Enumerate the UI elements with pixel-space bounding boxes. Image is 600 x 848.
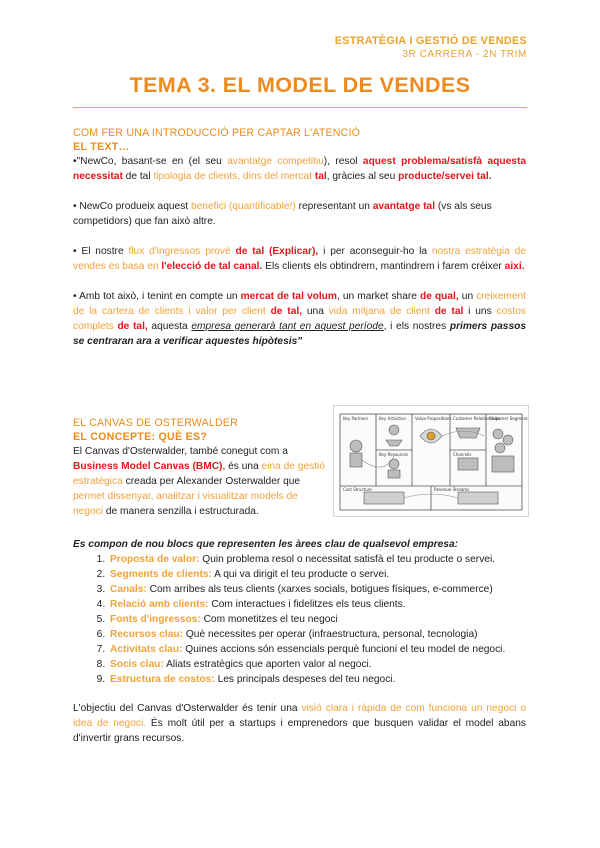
- figure-label-key-activities: Key Activities: [379, 416, 406, 421]
- section-blocks: [73, 537, 526, 746]
- paragraph-canvas-definition: El Canvas d'Osterwalder, també conegut com a Business Model Canvas (BMC), és una eina de gestió estratègica creada per Alexander Osterwalder que permet dissenyar, analitzar i visualitzar models de negoci de manera senzilla i estructurada.: [73, 446, 325, 517]
- page-header: [335, 34, 527, 62]
- page-title: TEMA 3. EL MODEL DE VENDES: [129, 73, 471, 97]
- figure-label-channels: Channels: [453, 452, 472, 457]
- business-model-canvas-figure: [333, 405, 529, 517]
- section-subheading-concept: EL CONCEPTE: QUÈ ES?: [73, 431, 208, 443]
- figure-label-value-propositions: Value Propositions: [415, 416, 452, 421]
- blocks-intro: Es compon de nou blocs que representen les àrees clau de qualsevol empresa:: [73, 539, 458, 550]
- list-item: 1. Proposta de valor: Quin problema resol o necessitat satisfà el teu producte o servei.: [108, 552, 526, 567]
- section-heading-canvas: EL CANVAS DE OSTERWALDER: [73, 417, 238, 429]
- list-item: 3. Canals: Com arribes als teus clients (xarxes socials, botigues físiques, e-commerce): [108, 582, 526, 597]
- section-canvas: [73, 416, 328, 519]
- section-subheading-text: EL TEXT…: [73, 141, 130, 153]
- figure-label-revenue-streams: Revenue Streams: [434, 487, 470, 492]
- course-name: ESTRATÈGIA I GESTIÓ DE VENDES: [334, 35, 527, 47]
- canvas-illustration: [334, 406, 528, 516]
- figure-label-key-partners: Key Partners: [343, 416, 369, 421]
- title-divider: [73, 107, 527, 108]
- course-term: 3R CARRERA - 2N TRIM: [402, 49, 527, 60]
- paragraph-canvas-objective: L'objectiu del Canvas d'Osterwalder és tenir una visió clara i ràpida de com funciona un negoci o idea de negoci. És molt útil per a startups i emprenedors que busquen validar el model abans d'invertir grans recursos.: [73, 703, 526, 744]
- figure-label-cost-structure: Cost Structure: [343, 487, 372, 492]
- figure-label-customer-relationships: Customer Relationships: [453, 416, 501, 421]
- list-item: 5. Fonts d'ingressos: Com monetitzes el teu negoci: [108, 612, 526, 627]
- figure-label-key-resources: Key Resources: [379, 452, 408, 457]
- list-item: 6. Recursos clau: Què necessites per operar (infraestructura, personal, tecnologia): [108, 627, 526, 642]
- list-item: 4. Relació amb clients: Com interactues i fidelitzes els teus clients.: [108, 597, 526, 612]
- blocks-list: [73, 552, 526, 687]
- paragraph-newco-2: • NewCo produeix aquest benefici (quantificable!) representant un avantatge tal (vs als seus competidors) que fan això altre.: [73, 201, 492, 227]
- paragraph-revenue: • El nostre flux d'ingressos prové de tal (Explicar), i per aconseguir-ho la nostra estratègia de vendes es basa en l'elecció de tal canal. Els clients els obtindrem, mantindrem i farem créixer així.: [73, 246, 526, 272]
- section-intro: [73, 126, 526, 349]
- paragraph-newco-1: •"NewCo, basant-se en (el seu avantatge competitiu), resol aquest problema/satisfà aquesta necessitat de tal tipologia de clients, dins del mercat tal, gràcies al seu producte/servei tal.: [73, 156, 526, 182]
- section-heading-intro: COM FER UNA INTRODUCCIÓ PER CAPTAR L'ATENCIÓ: [73, 127, 361, 139]
- list-item: 2. Segments de clients: A qui va dirigit el teu producte o servei.: [108, 567, 526, 582]
- list-item: 9. Estructura de costos: Les principals despeses del teu negoci.: [108, 672, 526, 687]
- list-item: 7. Activitats clau: Quines accions són essencials perquè funcioni el teu model de negoci.: [108, 642, 526, 657]
- list-item: 8. Socis clau: Aliats estratègics que aporten valor al negoci.: [108, 657, 526, 672]
- figure-label-customer-segments: Customer Segments: [489, 416, 528, 421]
- paragraph-market: • Amb tot això, i tenint en compte un mercat de tal volum, un market share de qual, un creixement de la cartera de clients i valor per client de tal, una vida mitjana de client de tal i uns costos complets de tal, aquesta empresa generarà tant en aquest període, i els nostres primers passos se centraran ara a verificar aquestes hipòtesis": [73, 291, 527, 347]
